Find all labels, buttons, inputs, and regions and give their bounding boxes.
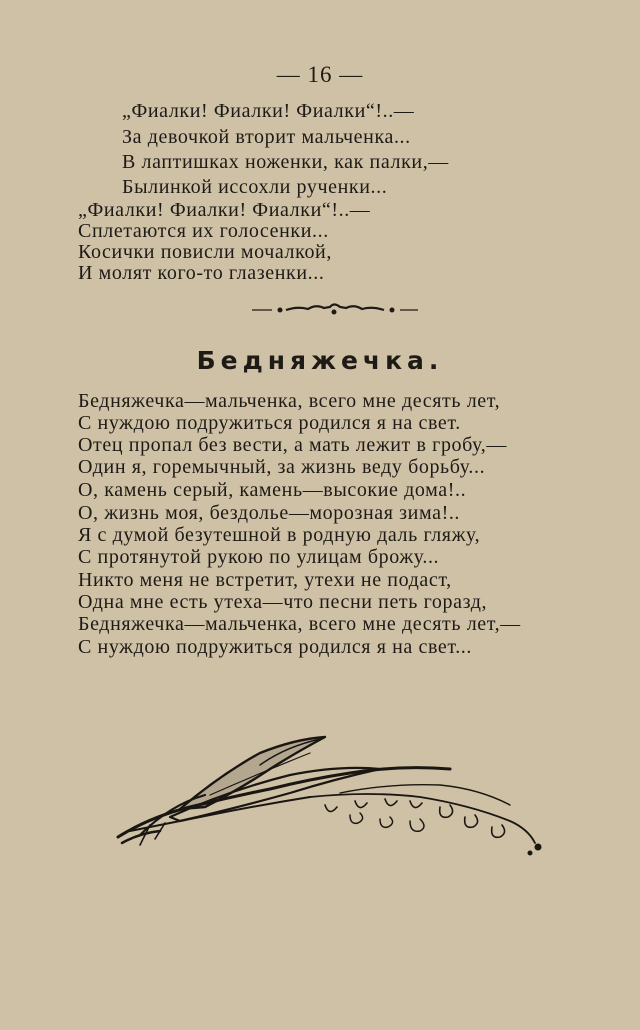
poem1-line-4: Былинкой иссохли рученки... [122,176,388,198]
poem1-line-1: „Фиалки! Фиалки! Фиалки“!..— [122,100,415,122]
poem-title: Бедняжечка. [196,346,444,375]
lily-of-the-valley-sprig-icon [110,735,550,885]
poem1-line-2: За девочкой вторит мальченка... [122,126,411,148]
poem2-line-10: Одна мне есть утеха—что песни петь горазд, [78,591,488,613]
poem1-line-7: Косички повисли мочалкой, [78,241,332,263]
poem1-line-6: Сплетаются их голосенки... [78,220,329,242]
poem2-line-5: О, камень серый, камень—высокие дома!.. [78,479,467,501]
poem2-line-8: С протянутой рукою по улицам брожу... [78,546,440,568]
ornamental-divider-icon [250,300,420,320]
poem2-line-7: Я с думой безутешной в родную даль гляжу, [78,524,481,546]
poem2-line-11: Бедняжечка—мальченка, всего мне десять лет,— [78,613,521,635]
poem1-line-3: В лаптишках ноженки, как палки,— [122,151,449,173]
poem2-line-6: О, жизнь моя, бездолье—морозная зима!.. [78,502,461,524]
page-number: — 16 — [276,62,364,87]
poem1-line-8: И молят кого-то глазенки... [78,262,325,284]
poem2-line-12: С нуждою подружиться родился я на свет... [78,636,473,658]
poem2-line-3: Отец пропал без вести, а мать лежит в гробу,— [78,434,507,456]
poem1-line-5: „Фиалки! Фиалки! Фиалки“!..— [78,199,371,221]
poem2-line-1: Бедняжечка—мальченка, всего мне десять лет, [78,390,501,412]
poem2-line-2: С нуждою подружиться родился я на свет. [78,412,461,434]
poem2-line-9: Никто меня не встретит, утехи не подаст, [78,569,452,591]
poem2-line-4: Один я, горемычный, за жизнь веду борьбу... [78,456,486,478]
